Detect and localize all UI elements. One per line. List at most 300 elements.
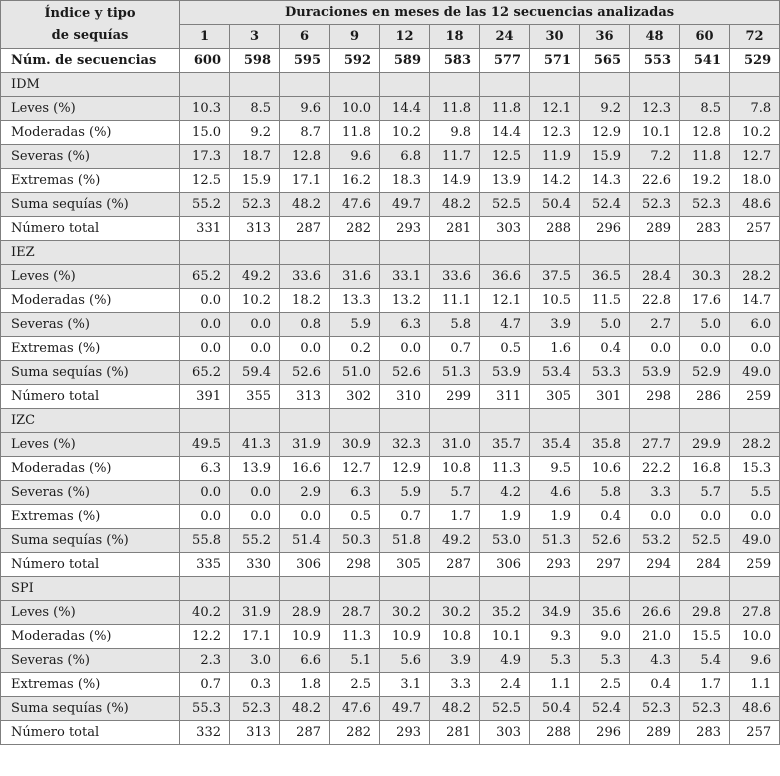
value-cell: 10.5 xyxy=(530,289,580,313)
value-cell: 4.2 xyxy=(480,481,530,505)
sequences-value: 589 xyxy=(380,49,430,73)
value-cell: 5.0 xyxy=(580,313,630,337)
value-cell: 49.0 xyxy=(730,361,780,385)
value-cell: 48.6 xyxy=(730,193,780,217)
value-cell: 5.3 xyxy=(580,649,630,673)
value-cell: 51.0 xyxy=(330,361,380,385)
value-cell: 11.8 xyxy=(430,97,480,121)
duration-header-cell: 48 xyxy=(630,25,680,49)
value-cell: 22.2 xyxy=(630,457,680,481)
duration-header-cell: 30 xyxy=(530,25,580,49)
duration-header-cell: 24 xyxy=(480,25,530,49)
value-cell: 2.5 xyxy=(330,673,380,697)
value-cell: 6.3 xyxy=(330,481,380,505)
value-cell: 48.2 xyxy=(430,193,480,217)
value-cell: 52.3 xyxy=(680,193,730,217)
section-empty-cell xyxy=(180,409,230,433)
value-cell: 52.6 xyxy=(380,361,430,385)
value-cell: 0.5 xyxy=(330,505,380,529)
duration-header-cell: 3 xyxy=(230,25,280,49)
duration-header-cell: 1 xyxy=(180,25,230,49)
value-cell: 3.1 xyxy=(380,673,430,697)
section-empty-cell xyxy=(480,241,530,265)
value-cell: 0.7 xyxy=(380,505,430,529)
value-cell: 11.8 xyxy=(330,121,380,145)
value-cell: 332 xyxy=(180,721,230,745)
value-cell: 282 xyxy=(330,721,380,745)
sequences-value: 553 xyxy=(630,49,680,73)
value-cell: 288 xyxy=(530,217,580,241)
value-cell: 286 xyxy=(680,385,730,409)
value-cell: 7.8 xyxy=(730,97,780,121)
section-empty-cell xyxy=(480,73,530,97)
value-cell: 10.8 xyxy=(430,457,480,481)
value-cell: 12.5 xyxy=(480,145,530,169)
value-cell: 0.0 xyxy=(180,337,230,361)
value-cell: 5.5 xyxy=(730,481,780,505)
value-cell: 15.0 xyxy=(180,121,230,145)
value-cell: 299 xyxy=(430,385,480,409)
value-cell: 18.7 xyxy=(230,145,280,169)
section-empty-cell xyxy=(730,577,780,601)
value-cell: 10.8 xyxy=(430,625,480,649)
value-cell: 301 xyxy=(580,385,630,409)
value-cell: 31.6 xyxy=(330,265,380,289)
value-cell: 28.4 xyxy=(630,265,680,289)
value-cell: 12.3 xyxy=(530,121,580,145)
value-cell: 49.0 xyxy=(730,529,780,553)
value-cell: 0.5 xyxy=(480,337,530,361)
section-empty-cell xyxy=(580,577,630,601)
value-cell: 17.1 xyxy=(280,169,330,193)
section-empty-cell xyxy=(330,73,380,97)
row-label: Suma sequías (%) xyxy=(1,529,180,553)
value-cell: 9.8 xyxy=(430,121,480,145)
value-cell: 12.9 xyxy=(380,457,430,481)
value-cell: 9.0 xyxy=(580,625,630,649)
value-cell: 65.2 xyxy=(180,265,230,289)
value-cell: 287 xyxy=(280,721,330,745)
value-cell: 311 xyxy=(480,385,530,409)
value-cell: 10.1 xyxy=(630,121,680,145)
sequences-value: 571 xyxy=(530,49,580,73)
value-cell: 52.3 xyxy=(630,193,680,217)
value-cell: 11.5 xyxy=(580,289,630,313)
value-cell: 14.4 xyxy=(480,121,530,145)
value-cell: 53.3 xyxy=(580,361,630,385)
value-cell: 9.2 xyxy=(580,97,630,121)
value-cell: 1.8 xyxy=(280,673,330,697)
value-cell: 52.5 xyxy=(480,697,530,721)
value-cell: 293 xyxy=(380,217,430,241)
value-cell: 27.7 xyxy=(630,433,680,457)
value-cell: 49.7 xyxy=(380,193,430,217)
value-cell: 4.3 xyxy=(630,649,680,673)
value-cell: 5.7 xyxy=(680,481,730,505)
section-empty-cell xyxy=(180,241,230,265)
value-cell: 2.9 xyxy=(280,481,330,505)
section-empty-cell xyxy=(680,73,730,97)
section-empty-cell xyxy=(430,577,480,601)
value-cell: 5.9 xyxy=(380,481,430,505)
section-empty-cell xyxy=(630,409,680,433)
value-cell: 10.1 xyxy=(480,625,530,649)
value-cell: 11.3 xyxy=(480,457,530,481)
table-row xyxy=(1,505,780,529)
section-header-row xyxy=(1,241,780,265)
value-cell: 6.6 xyxy=(280,649,330,673)
value-cell: 0.0 xyxy=(630,505,680,529)
sequences-value: 595 xyxy=(280,49,330,73)
value-cell: 5.0 xyxy=(680,313,730,337)
value-cell: 53.4 xyxy=(530,361,580,385)
section-header-row xyxy=(1,73,780,97)
value-cell: 13.3 xyxy=(330,289,380,313)
table-row xyxy=(1,217,780,241)
value-cell: 0.0 xyxy=(680,505,730,529)
sequences-label: Núm. de secuencias xyxy=(1,49,180,73)
value-cell: 1.1 xyxy=(530,673,580,697)
value-cell: 36.5 xyxy=(580,265,630,289)
table-body xyxy=(1,49,780,745)
value-cell: 34.9 xyxy=(530,601,580,625)
value-cell: 284 xyxy=(680,553,730,577)
value-cell: 50.4 xyxy=(530,697,580,721)
value-cell: 281 xyxy=(430,217,480,241)
table-row xyxy=(1,385,780,409)
table-row xyxy=(1,313,780,337)
section-name: SPI xyxy=(1,577,180,601)
value-cell: 298 xyxy=(630,385,680,409)
value-cell: 287 xyxy=(280,217,330,241)
row-label: Suma sequías (%) xyxy=(1,193,180,217)
value-cell: 281 xyxy=(430,721,480,745)
value-cell: 303 xyxy=(480,721,530,745)
row-label: Suma sequías (%) xyxy=(1,697,180,721)
value-cell: 0.0 xyxy=(230,505,280,529)
section-empty-cell xyxy=(380,241,430,265)
value-cell: 53.2 xyxy=(630,529,680,553)
value-cell: 331 xyxy=(180,217,230,241)
value-cell: 18.0 xyxy=(730,169,780,193)
value-cell: 52.6 xyxy=(580,529,630,553)
value-cell: 29.8 xyxy=(680,601,730,625)
value-cell: 53.0 xyxy=(480,529,530,553)
value-cell: 296 xyxy=(580,217,630,241)
section-empty-cell xyxy=(630,73,680,97)
value-cell: 59.4 xyxy=(230,361,280,385)
section-empty-cell xyxy=(230,409,280,433)
value-cell: 5.1 xyxy=(330,649,380,673)
value-cell: 282 xyxy=(330,217,380,241)
value-cell: 313 xyxy=(230,217,280,241)
value-cell: 0.0 xyxy=(280,337,330,361)
row-label: Número total xyxy=(1,553,180,577)
value-cell: 52.5 xyxy=(480,193,530,217)
index-type-header-line2: de sequías xyxy=(51,27,129,43)
section-empty-cell xyxy=(430,241,480,265)
value-cell: 22.6 xyxy=(630,169,680,193)
value-cell: 31.9 xyxy=(280,433,330,457)
value-cell: 5.8 xyxy=(580,481,630,505)
value-cell: 12.7 xyxy=(330,457,380,481)
value-cell: 6.3 xyxy=(180,457,230,481)
section-empty-cell xyxy=(280,241,330,265)
section-header-row xyxy=(1,577,780,601)
table-row xyxy=(1,529,780,553)
row-label: Severas (%) xyxy=(1,481,180,505)
value-cell: 30.2 xyxy=(380,601,430,625)
value-cell: 5.4 xyxy=(680,649,730,673)
value-cell: 0.0 xyxy=(230,337,280,361)
value-cell: 310 xyxy=(380,385,430,409)
value-cell: 52.4 xyxy=(580,193,630,217)
sequences-value: 529 xyxy=(730,49,780,73)
duration-header-cell: 12 xyxy=(380,25,430,49)
value-cell: 14.9 xyxy=(430,169,480,193)
value-cell: 52.3 xyxy=(230,193,280,217)
sequences-value: 565 xyxy=(580,49,630,73)
value-cell: 9.6 xyxy=(330,145,380,169)
value-cell: 52.4 xyxy=(580,697,630,721)
value-cell: 9.2 xyxy=(230,121,280,145)
row-label: Extremas (%) xyxy=(1,505,180,529)
row-label: Extremas (%) xyxy=(1,337,180,361)
value-cell: 22.8 xyxy=(630,289,680,313)
sequences-value: 577 xyxy=(480,49,530,73)
value-cell: 3.3 xyxy=(430,673,480,697)
row-label: Suma sequías (%) xyxy=(1,361,180,385)
value-cell: 1.9 xyxy=(530,505,580,529)
value-cell: 12.8 xyxy=(680,121,730,145)
value-cell: 12.1 xyxy=(480,289,530,313)
value-cell: 48.2 xyxy=(280,193,330,217)
value-cell: 2.7 xyxy=(630,313,680,337)
value-cell: 50.3 xyxy=(330,529,380,553)
section-empty-cell xyxy=(280,409,330,433)
value-cell: 1.7 xyxy=(430,505,480,529)
section-empty-cell xyxy=(330,241,380,265)
section-empty-cell xyxy=(480,409,530,433)
table-row xyxy=(1,649,780,673)
section-empty-cell xyxy=(280,577,330,601)
value-cell: 0.3 xyxy=(230,673,280,697)
section-empty-cell xyxy=(230,73,280,97)
value-cell: 12.7 xyxy=(730,145,780,169)
value-cell: 10.2 xyxy=(730,121,780,145)
value-cell: 259 xyxy=(730,553,780,577)
value-cell: 49.5 xyxy=(180,433,230,457)
value-cell: 259 xyxy=(730,385,780,409)
value-cell: 50.4 xyxy=(530,193,580,217)
value-cell: 2.4 xyxy=(480,673,530,697)
table-row xyxy=(1,145,780,169)
value-cell: 7.2 xyxy=(630,145,680,169)
value-cell: 47.6 xyxy=(330,697,380,721)
value-cell: 55.2 xyxy=(230,529,280,553)
row-label: Severas (%) xyxy=(1,145,180,169)
value-cell: 48.2 xyxy=(430,697,480,721)
value-cell: 313 xyxy=(280,385,330,409)
value-cell: 4.9 xyxy=(480,649,530,673)
value-cell: 305 xyxy=(530,385,580,409)
section-empty-cell xyxy=(680,577,730,601)
section-name: IZC xyxy=(1,409,180,433)
value-cell: 6.3 xyxy=(380,313,430,337)
table-row xyxy=(1,481,780,505)
section-empty-cell xyxy=(730,241,780,265)
row-label: Leves (%) xyxy=(1,601,180,625)
section-empty-cell xyxy=(630,241,680,265)
section-name: IEZ xyxy=(1,241,180,265)
value-cell: 33.6 xyxy=(430,265,480,289)
section-empty-cell xyxy=(330,577,380,601)
value-cell: 2.5 xyxy=(580,673,630,697)
value-cell: 0.4 xyxy=(630,673,680,697)
value-cell: 15.3 xyxy=(730,457,780,481)
value-cell: 1.7 xyxy=(680,673,730,697)
table-row xyxy=(1,721,780,745)
value-cell: 55.2 xyxy=(180,193,230,217)
value-cell: 10.3 xyxy=(180,97,230,121)
value-cell: 13.9 xyxy=(230,457,280,481)
value-cell: 10.2 xyxy=(230,289,280,313)
value-cell: 37.5 xyxy=(530,265,580,289)
value-cell: 13.2 xyxy=(380,289,430,313)
table-row xyxy=(1,433,780,457)
value-cell: 0.0 xyxy=(180,289,230,313)
value-cell: 11.3 xyxy=(330,625,380,649)
value-cell: 17.6 xyxy=(680,289,730,313)
value-cell: 11.1 xyxy=(430,289,480,313)
section-empty-cell xyxy=(430,73,480,97)
value-cell: 35.4 xyxy=(530,433,580,457)
value-cell: 11.8 xyxy=(480,97,530,121)
value-cell: 28.2 xyxy=(730,265,780,289)
section-empty-cell xyxy=(380,577,430,601)
section-empty-cell xyxy=(180,73,230,97)
value-cell: 36.6 xyxy=(480,265,530,289)
index-type-header xyxy=(1,1,180,49)
value-cell: 0.7 xyxy=(430,337,480,361)
value-cell: 2.3 xyxy=(180,649,230,673)
value-cell: 5.9 xyxy=(330,313,380,337)
row-label: Número total xyxy=(1,721,180,745)
value-cell: 53.9 xyxy=(480,361,530,385)
value-cell: 335 xyxy=(180,553,230,577)
section-empty-cell xyxy=(630,577,680,601)
sequences-value: 600 xyxy=(180,49,230,73)
value-cell: 12.1 xyxy=(530,97,580,121)
value-cell: 11.9 xyxy=(530,145,580,169)
value-cell: 26.6 xyxy=(630,601,680,625)
value-cell: 18.3 xyxy=(380,169,430,193)
value-cell: 8.5 xyxy=(230,97,280,121)
value-cell: 294 xyxy=(630,553,680,577)
table-row xyxy=(1,625,780,649)
table-row xyxy=(1,193,780,217)
row-label: Extremas (%) xyxy=(1,673,180,697)
section-header-row xyxy=(1,409,780,433)
value-cell: 51.3 xyxy=(530,529,580,553)
value-cell: 6.0 xyxy=(730,313,780,337)
value-cell: 297 xyxy=(580,553,630,577)
value-cell: 0.0 xyxy=(630,337,680,361)
duration-header-cell: 6 xyxy=(280,25,330,49)
row-label: Leves (%) xyxy=(1,265,180,289)
section-empty-cell xyxy=(730,73,780,97)
table-row xyxy=(1,121,780,145)
value-cell: 0.0 xyxy=(730,337,780,361)
value-cell: 15.9 xyxy=(580,145,630,169)
value-cell: 18.2 xyxy=(280,289,330,313)
value-cell: 0.0 xyxy=(230,481,280,505)
value-cell: 27.8 xyxy=(730,601,780,625)
table-row xyxy=(1,673,780,697)
value-cell: 35.2 xyxy=(480,601,530,625)
row-label: Número total xyxy=(1,217,180,241)
section-empty-cell xyxy=(530,409,580,433)
value-cell: 13.9 xyxy=(480,169,530,193)
row-label: Severas (%) xyxy=(1,313,180,337)
value-cell: 10.6 xyxy=(580,457,630,481)
section-empty-cell xyxy=(380,409,430,433)
section-empty-cell xyxy=(530,577,580,601)
value-cell: 5.7 xyxy=(430,481,480,505)
value-cell: 28.9 xyxy=(280,601,330,625)
value-cell: 55.8 xyxy=(180,529,230,553)
value-cell: 0.0 xyxy=(230,313,280,337)
section-empty-cell xyxy=(230,241,280,265)
value-cell: 0.0 xyxy=(680,337,730,361)
table-row xyxy=(1,361,780,385)
value-cell: 0.4 xyxy=(580,337,630,361)
value-cell: 0.7 xyxy=(180,673,230,697)
section-empty-cell xyxy=(180,577,230,601)
value-cell: 9.6 xyxy=(280,97,330,121)
value-cell: 0.2 xyxy=(330,337,380,361)
value-cell: 9.5 xyxy=(530,457,580,481)
value-cell: 12.9 xyxy=(580,121,630,145)
section-empty-cell xyxy=(430,409,480,433)
value-cell: 11.8 xyxy=(680,145,730,169)
value-cell: 14.3 xyxy=(580,169,630,193)
value-cell: 52.3 xyxy=(230,697,280,721)
value-cell: 65.2 xyxy=(180,361,230,385)
value-cell: 3.3 xyxy=(630,481,680,505)
value-cell: 302 xyxy=(330,385,380,409)
value-cell: 40.2 xyxy=(180,601,230,625)
value-cell: 10.9 xyxy=(380,625,430,649)
value-cell: 0.0 xyxy=(380,337,430,361)
value-cell: 0.0 xyxy=(730,505,780,529)
duration-header-cell: 9 xyxy=(330,25,380,49)
duration-header-cell: 60 xyxy=(680,25,730,49)
value-cell: 330 xyxy=(230,553,280,577)
value-cell: 55.3 xyxy=(180,697,230,721)
sequences-value: 583 xyxy=(430,49,480,73)
value-cell: 10.0 xyxy=(730,625,780,649)
sequences-value: 592 xyxy=(330,49,380,73)
value-cell: 10.2 xyxy=(380,121,430,145)
value-cell: 49.7 xyxy=(380,697,430,721)
value-cell: 0.8 xyxy=(280,313,330,337)
value-cell: 4.7 xyxy=(480,313,530,337)
value-cell: 306 xyxy=(280,553,330,577)
value-cell: 53.9 xyxy=(630,361,680,385)
value-cell: 289 xyxy=(630,721,680,745)
value-cell: 12.3 xyxy=(630,97,680,121)
